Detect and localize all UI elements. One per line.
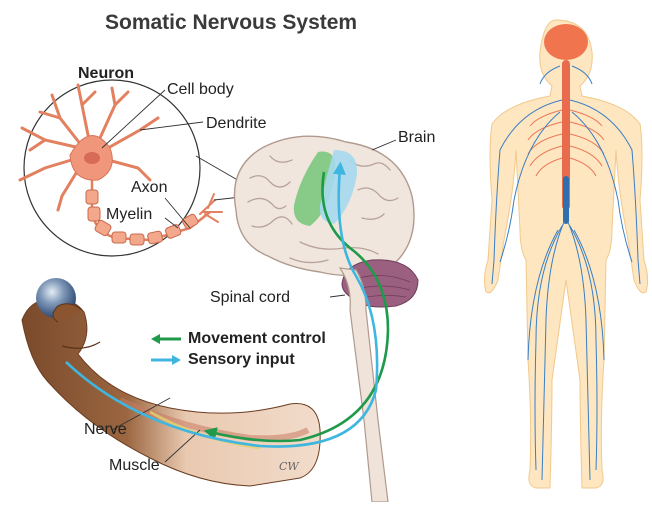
muscle-label: Muscle bbox=[109, 457, 160, 474]
brain-label: Brain bbox=[398, 129, 436, 146]
page-title: Somatic Nervous System bbox=[105, 11, 358, 34]
axon-label: Axon bbox=[131, 179, 168, 196]
legend-movement-control bbox=[150, 330, 326, 348]
spinal-cord-leader-line bbox=[330, 295, 345, 297]
neuron-inset bbox=[20, 80, 250, 256]
brain-leader-line bbox=[372, 140, 396, 150]
arm-illustration bbox=[22, 278, 320, 486]
dendrite-label: Dendrite bbox=[206, 115, 267, 132]
spinal-cord-label: Spinal cord bbox=[210, 289, 291, 306]
legend-sensory-input-label: Sensory input bbox=[188, 351, 295, 368]
body-figure bbox=[484, 20, 647, 488]
body-cauda-equina bbox=[563, 176, 569, 224]
legend-movement-control-label: Movement control bbox=[188, 330, 326, 347]
neuron-nucleus bbox=[84, 152, 100, 164]
myelin-label: Myelin bbox=[106, 206, 153, 223]
nerve-label: Nerve bbox=[84, 421, 127, 438]
legend-sensory-input bbox=[150, 351, 295, 369]
neuron-heading: Neuron bbox=[78, 65, 134, 82]
legend-green-arrow-icon bbox=[150, 333, 182, 345]
arm-shape bbox=[22, 299, 320, 486]
artist-signature: CW bbox=[279, 460, 299, 473]
legend-blue-arrow-icon bbox=[150, 354, 182, 366]
body-brain bbox=[544, 24, 588, 60]
cell-body-label: Cell body bbox=[167, 81, 234, 98]
